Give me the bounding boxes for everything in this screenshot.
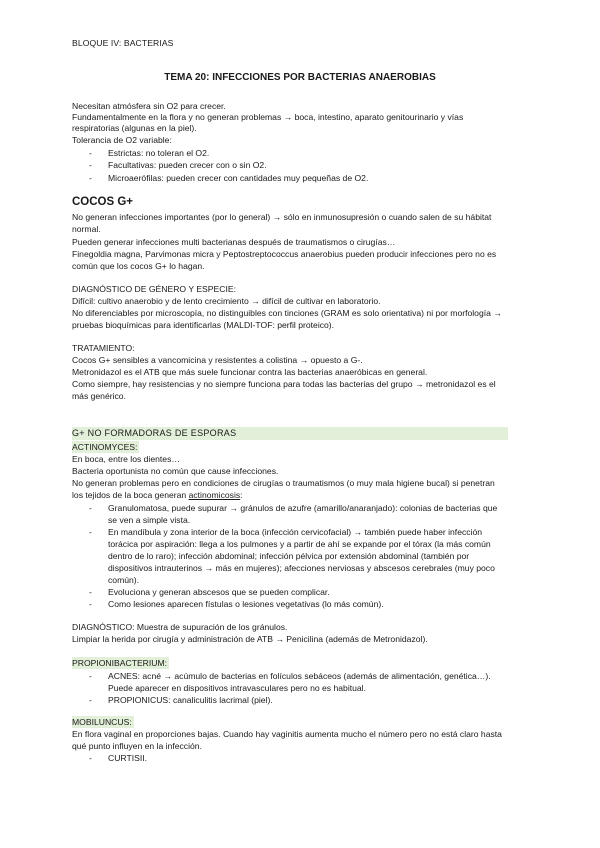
bullet-dash: - bbox=[89, 527, 92, 537]
bullet-dash: - bbox=[89, 599, 92, 609]
treatment-line: Cocos G+ sensibles a vancomicina y resistentes a colistina → opuesto a G-. bbox=[72, 355, 363, 365]
actinomyces-line bbox=[72, 490, 243, 501]
subheading-mobiluncus: MOBILUNCUS: bbox=[72, 717, 132, 727]
list-item: CURTISII. bbox=[108, 753, 147, 763]
actinomyces-line-text: los tejidos de la boca generan bbox=[72, 490, 189, 500]
cocos-line: Pueden generar infecciones multi bacterianas después de traumatismos o cirugías… bbox=[72, 237, 396, 247]
actinomyces-line: En boca, entre los dientes… bbox=[72, 454, 180, 464]
mobiluncus-line: En flora vaginal en proporciones bajas. Cuando hay vaginitis aumenta mucho el número pero no está claro hasta bbox=[72, 729, 502, 739]
list-item-cont: dentro de lo raro); infección abdominal; infección pélvica por extensión abdominal (también por bbox=[108, 551, 470, 561]
intro-line: Necesitan atmósfera sin O2 para crecer. bbox=[72, 101, 226, 111]
actinomyces-line-colon: : bbox=[240, 490, 243, 500]
bullet-dash: - bbox=[89, 753, 92, 763]
treatment-line: Como siempre, hay resistencias y no siempre funciona para todas las bacterias del grupo → metronidazol es el bbox=[72, 379, 496, 389]
list-item: Evoluciona y generan abscesos que se pueden complicar. bbox=[108, 587, 330, 597]
actinomyces-line: No generan problemas pero en condiciones de cirugías o traumatismos (o muy mala higiene bucal) si penetran bbox=[72, 478, 495, 488]
section-band-gpos bbox=[72, 427, 508, 440]
list-item-cont: dispositivos intrauterinos → más en mujeres); afecciones nerviosas y abscesos cerebrales (muy poco bbox=[108, 563, 495, 573]
section-band-label: G+ NO FORMADORAS DE ESPORAS bbox=[72, 428, 237, 438]
intro-line: Fundamentalmente en la flora y no generan problemas → boca, intestino, aparato genitourinario y vías bbox=[72, 112, 464, 122]
list-item: Granulomatosa, puede supurar → gránulos de azufre (amarillo/anaranjado): colonias de bacterias que bbox=[108, 503, 498, 513]
cocos-line: Finegoldia magna, Parvimonas micra y Peptostreptococcus anaerobius pueden producir infecciones pero no es bbox=[72, 249, 497, 259]
diagnosis-line: No diferenciables por microscopía, no distinguibles con tinciones (GRAM es solo orientativa) ni por morfología → bbox=[72, 308, 502, 318]
mobiluncus-line: qué punto influyen en la infección. bbox=[72, 741, 202, 751]
document-header: BLOQUE IV: BACTERIAS bbox=[72, 38, 174, 48]
diagnosis-line: pruebas bioquímicas para identificarlas (MALDI-TOF: perfil proteico). bbox=[72, 320, 335, 330]
diagnosis-heading: DIAGNÓSTICO DE GÉNERO Y ESPECIE: bbox=[72, 284, 236, 294]
bullet-dash: - bbox=[89, 173, 92, 183]
treatment-line: Metronidazol es el ATB que más suele funcionar contra las bacterias anaeróbicas en general. bbox=[72, 367, 428, 377]
list-item: Como lesiones aparecen fístulas o lesiones vegetativas (lo más común). bbox=[108, 599, 384, 609]
page-title: TEMA 20: INFECCIONES POR BACTERIAS ANAEROBIAS bbox=[164, 72, 436, 83]
bullet-dash: - bbox=[89, 587, 92, 597]
bullet-dash: - bbox=[89, 503, 92, 513]
treatment-heading: TRATAMIENTO: bbox=[72, 343, 135, 353]
actinomicosis-term: actinomicosis bbox=[188, 490, 241, 500]
actinomyces-line: Bacteria oportunista no común que cause infecciones. bbox=[72, 466, 279, 476]
list-item-cont: común). bbox=[108, 575, 140, 585]
list-item: ACNES: acné → acúmulo de bacterias en folículos sebáceos (además de alimentación, genética…). bbox=[108, 671, 491, 681]
cocos-line: común que los cocos G+ lo hagan. bbox=[72, 261, 205, 271]
intro-line: respiratorias (algunas en la piel). bbox=[72, 123, 197, 133]
cocos-line: No generan infecciones importantes (por lo general) → sólo en inmunosupresión o cuando salen de su hábitat bbox=[72, 212, 492, 222]
bullet-dash: - bbox=[89, 148, 92, 158]
treatment-line: más genérico. bbox=[72, 391, 126, 401]
cocos-line: normal. bbox=[72, 224, 101, 234]
actinomyces-diagnosis: DIAGNÓSTICO: Muestra de supuración de los gránulos. bbox=[72, 622, 288, 632]
section-heading-cocos: COCOS G+ bbox=[72, 196, 134, 208]
list-item: Estrictas: no toleran el O2. bbox=[108, 148, 210, 158]
list-item: En mandíbula y zona interior de la boca (infección cervicofacial) → también puede haber infección bbox=[108, 527, 483, 537]
actinomyces-treatment: Limpiar la herida por cirugía y administración de ATB → Penicilina (además de Metronidazol). bbox=[72, 634, 428, 644]
list-item-cont: Puede aparecer en dispositivos intravasculares pero no es habitual. bbox=[108, 683, 366, 693]
list-item-cont: se ven a simple vista. bbox=[108, 515, 191, 525]
list-item: PROPIONICUS: canaliculitis lacrimal (piel). bbox=[108, 695, 273, 705]
bullet-dash: - bbox=[89, 160, 92, 170]
bullet-dash: - bbox=[89, 671, 92, 681]
intro-line: Tolerancia de O2 variable: bbox=[72, 135, 172, 145]
subheading-actinomyces: ACTINOMYCES: bbox=[72, 442, 138, 452]
list-item-cont: torácica por aspiración: llega a los pulmones y a partir de ahí se expande por el tórax (la más común bbox=[108, 539, 491, 549]
list-item: Facultativas: pueden crecer con o sin O2. bbox=[108, 160, 267, 170]
subheading-propionibacterium: PROPIONIBACTERIUM: bbox=[72, 658, 168, 668]
diagnosis-line: Difícil: cultivo anaerobio y de lento crecimiento → difícil de cultivar en laboratorio. bbox=[72, 296, 381, 306]
list-item: Microaerófilas: pueden crecer con cantidades muy pequeñas de O2. bbox=[108, 173, 369, 183]
bullet-dash: - bbox=[89, 695, 92, 705]
